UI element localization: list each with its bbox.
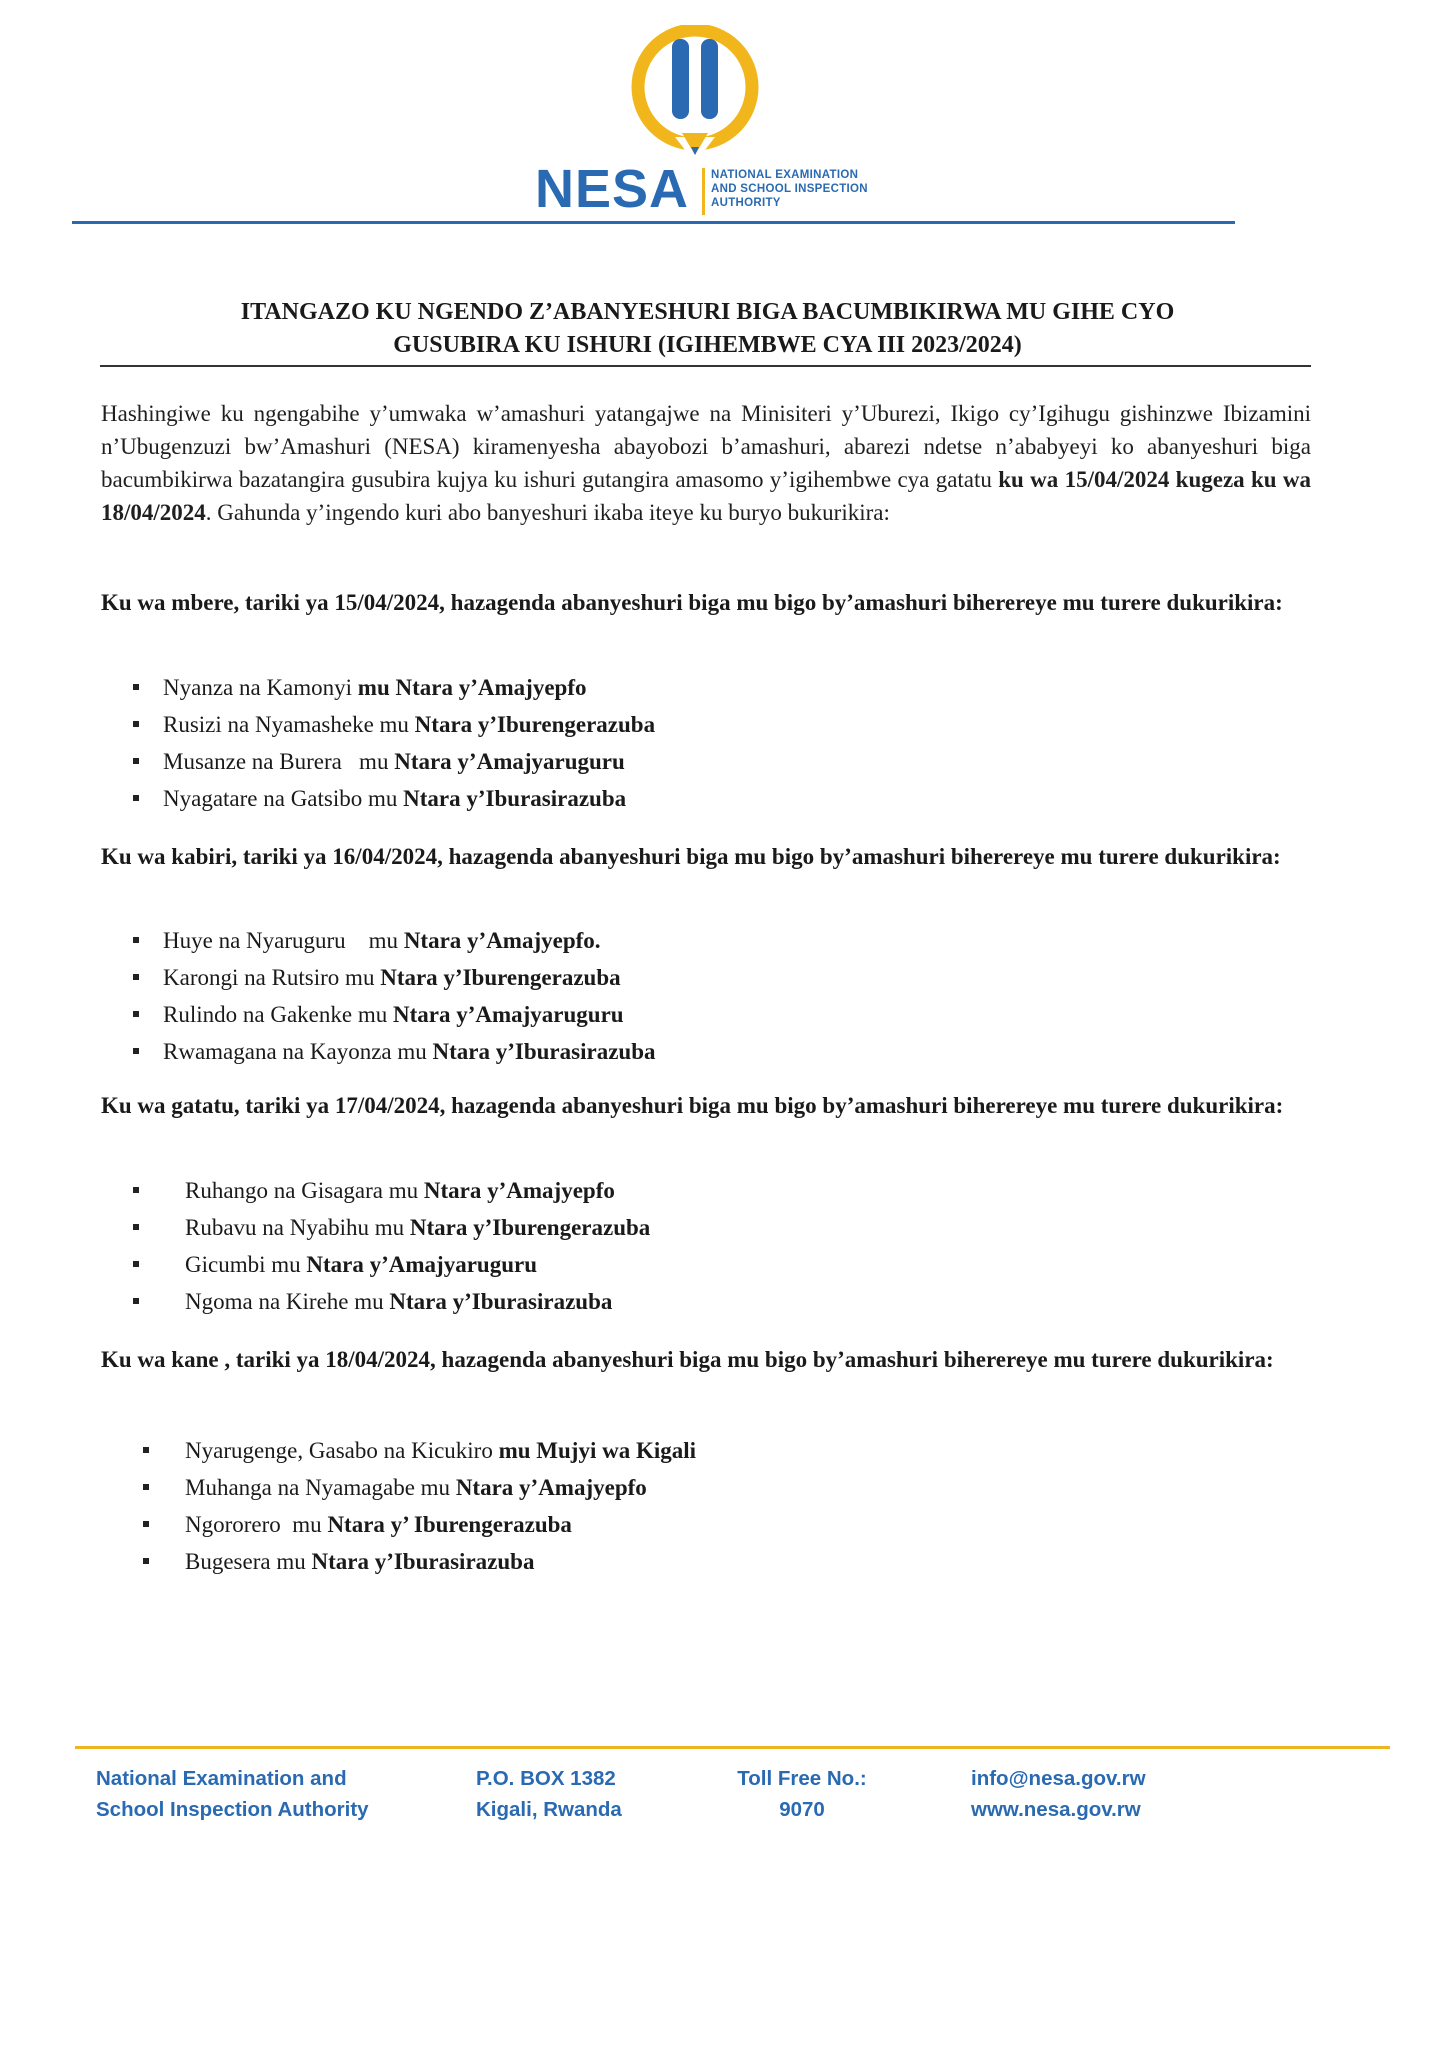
district-list — [143, 1432, 696, 1580]
day-heading: Ku wa kane , tariki ya 18/04/2024, hazagenda abanyeshuri biga mu bigo by’amashuri biherereye mu turere dukurikira: — [101, 1347, 1274, 1372]
bullet-icon — [133, 684, 139, 690]
intro-text-end: . Gahunda y’ingendo kuri abo banyeshuri ikaba iteye ku buryo bukurikira: — [205, 500, 890, 525]
footer-po-box: P.O. BOX 1382 — [476, 1767, 616, 1790]
day-section — [101, 840, 1311, 874]
bullet-icon — [133, 1011, 139, 1017]
intro-paragraph — [101, 397, 1311, 529]
list-item: Nyanza na Kamonyi mu Ntara y’Amajyepfo — [133, 669, 655, 706]
footer-org-line-2: School Inspection Authority — [96, 1798, 369, 1821]
logo-fullname — [711, 168, 868, 210]
bullet-icon — [143, 1558, 149, 1564]
district-list — [133, 922, 656, 1070]
bullet-icon — [133, 721, 139, 727]
footer-org — [96, 1763, 369, 1825]
footer-city: Kigali, Rwanda — [476, 1798, 622, 1821]
district-list — [133, 1172, 650, 1320]
footer-email-link[interactable]: info@nesa.gov.rw — [971, 1767, 1146, 1790]
footer-divider — [75, 1746, 1390, 1749]
logo-line-3: AUTHORITY — [711, 197, 781, 209]
bullet-icon — [133, 1048, 139, 1054]
list-item: Musanze na Burera mu Ntara y’Amajyaruguru — [133, 743, 655, 780]
footer-website-link[interactable]: www.nesa.gov.rw — [971, 1798, 1141, 1821]
bullet-icon — [133, 1261, 139, 1267]
bullet-icon — [133, 795, 139, 801]
header-divider — [72, 221, 1235, 224]
title-line-2: GUSUBIRA KU ISHURI (IGIHEMBWE CYA III 2023/2024) — [393, 332, 1022, 358]
bullet-icon — [133, 937, 139, 943]
list-item: Karongi na Rutsiro mu Ntara y’Iburengerazuba — [133, 959, 656, 996]
footer-contacts — [971, 1763, 1146, 1825]
logo-divider — [702, 168, 705, 215]
day-heading: Ku wa mbere, tariki ya 15/04/2024, hazagenda abanyeshuri biga mu bigo by’amashuri biherereye mu turere dukurikira: — [101, 590, 1283, 615]
footer-toll-label: Toll Free No.: — [737, 1767, 867, 1790]
intro-dates: ku wa 15/04/2024 kugeza ku wa 18/04/2024 — [101, 467, 1311, 525]
intro-text: Hashingiwe ku ngengabihe y’umwaka w’amashuri yatangajwe na Minisiteri y’Uburezi, Ikigo cy’Igihugu gishinzwe Ibizamini n’Ubugenzuzi bw’Amashuri (NESA) kiramenyesha abayobozi b’amashuri, abarezi ndetse n’ababyeyi ko abanyeshuri biga bacumbikirwa bazatangira gusubira kujya ku ishuri gutangira amasomo y’igihembwe cya gatatu — [101, 401, 1311, 492]
footer-org-line-1: National Examination and — [96, 1767, 347, 1790]
logo-acronym: NESA — [535, 159, 690, 219]
bullet-icon — [133, 974, 139, 980]
logo-line-2: AND SCHOOL INSPECTION — [711, 183, 868, 195]
bullet-icon — [143, 1521, 149, 1527]
day-section — [101, 1089, 1311, 1123]
footer-toll-free — [726, 1763, 878, 1825]
district-list — [133, 669, 655, 817]
list-item: Rwamagana na Kayonza mu Ntara y’Iburasirazuba — [133, 1033, 656, 1070]
list-item: Ruhango na Gisagara mu Ntara y’Amajyepfo — [133, 1172, 650, 1209]
list-item: Ngororero mu Ntara y’ Iburengerazuba — [143, 1506, 696, 1543]
title-underline — [100, 365, 1311, 367]
document-title — [100, 296, 1315, 362]
bullet-icon — [143, 1484, 149, 1490]
list-item: Rubavu na Nyabihu mu Ntara y’Iburengerazuba — [133, 1209, 650, 1246]
list-item: Rusizi na Nyamasheke mu Ntara y’Iburengerazuba — [133, 706, 655, 743]
day-section — [101, 586, 1311, 620]
list-item: Nyagatare na Gatsibo mu Ntara y’Iburasirazuba — [133, 780, 655, 817]
list-item: Ngoma na Kirehe mu Ntara y’Iburasirazuba — [133, 1283, 650, 1320]
list-item: Rulindo na Gakenke mu Ntara y’Amajyaruguru — [133, 996, 656, 1033]
footer-toll-number: 9070 — [779, 1798, 825, 1821]
bullet-icon — [133, 758, 139, 764]
logo-line-1: NATIONAL EXAMINATION — [711, 169, 859, 181]
list-item: Bugesera mu Ntara y’Iburasirazuba — [143, 1543, 696, 1580]
footer-address — [476, 1763, 622, 1825]
list-item: Nyarugenge, Gasabo na Kicukiro mu Mujyi wa Kigali — [143, 1432, 696, 1469]
list-item: Huye na Nyaruguru mu Ntara y’Amajyepfo. — [133, 922, 656, 959]
list-item: Muhanga na Nyamagabe mu Ntara y’Amajyepfo — [143, 1469, 696, 1506]
letterhead — [0, 0, 1435, 230]
day-heading: Ku wa gatatu, tariki ya 17/04/2024, hazagenda abanyeshuri biga mu bigo by’amashuri biherereye mu turere dukurikira: — [101, 1093, 1284, 1118]
nesa-logo-icon — [620, 25, 770, 165]
bullet-icon — [133, 1224, 139, 1230]
title-line-1: ITANGAZO KU NGENDO Z’ABANYESHURI BIGA BACUMBIKIRWA MU GIHE CYO — [240, 299, 1175, 325]
list-item: Gicumbi mu Ntara y’Amajyaruguru — [133, 1246, 650, 1283]
day-section — [101, 1343, 1311, 1377]
day-heading: Ku wa kabiri, tariki ya 16/04/2024, hazagenda abanyeshuri biga mu bigo by’amashuri biherereye mu turere dukurikira: — [101, 844, 1281, 869]
bullet-icon — [133, 1187, 139, 1193]
bullet-icon — [133, 1298, 139, 1304]
bullet-icon — [143, 1447, 149, 1453]
